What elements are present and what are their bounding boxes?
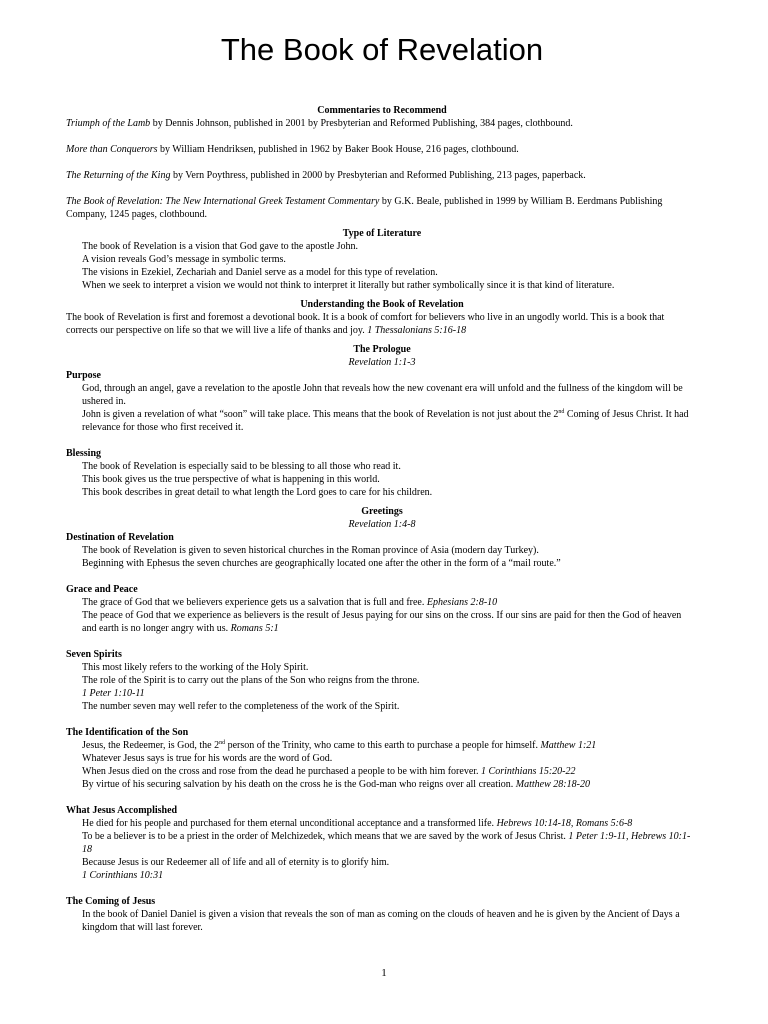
spirits-line: This most likely refers to the working of the Holy Spirit. — [82, 662, 309, 673]
spirits-line: The number seven may well refer to the completeness of the work of the Spirit. — [82, 701, 400, 712]
son-line: When Jesus died on the cross and rose from the dead he purchased a people to be with him forever. 1 Corinthians 15:20-22 — [82, 766, 576, 777]
blessing-line: This book gives us the true perspective of what is happening in this world. — [82, 474, 380, 485]
purpose-line: John is given a revelation of what “soon” will take place. This means that the book of Revelation is not just about the 2nd Coming of Jesus Christ. It had relevance for those who first received it. — [82, 409, 689, 433]
grace-line: The grace of God that we believers experience gets us a salvation that is full and free. Ephesians 2:8-10 — [82, 597, 498, 608]
commentary-item: More than Conquerors by William Hendriksen, published in 1962 by Baker Book House, 216 pages, clothbound. — [66, 144, 519, 155]
destination-line: The book of Revelation is given to seven historical churches in the Roman province of Asia (modern day Turkey). — [82, 545, 539, 556]
accomplished-ref: 1 Corinthians 10:31 — [82, 870, 164, 881]
understanding-text: The book of Revelation is first and foremost a devotional book. It is a book of comfort for believers who live in an ungodly world. This is a book that corrects our perspective on life so that we will live a life of thanks and joy. 1 Thessalonians 5:16-18 — [66, 312, 665, 336]
grace-heading: Grace and Peace — [66, 584, 138, 595]
purpose-heading: Purpose — [66, 370, 101, 381]
spirits-line: The role of the Spirit is to carry out the plans of the Son who reigns from the throne. — [82, 675, 420, 686]
literature-line: The book of Revelation is a vision that God gave to the apostle John. — [82, 241, 359, 252]
accomplished-line: Because Jesus is our Redeemer all of life and all of eternity is to glorify him. — [82, 857, 390, 868]
prologue-heading: The Prologue — [353, 344, 411, 355]
literature-heading: Type of Literature — [342, 228, 422, 239]
commentary-item: The Returning of the King by Vern Poythress, published in 2000 by Presbyterian and Reformed Publishing, 213 pages, paperback. — [66, 170, 586, 181]
commentary-item: Triumph of the Lamb by Dennis Johnson, published in 2001 by Presbyterian and Reformed Publishing, 384 pages, clothbound. — [66, 118, 573, 129]
greetings-ref: Revelation 1:4-8 — [348, 519, 416, 530]
commentary-item: The Book of Revelation: The New International Greek Testament Commentary by G.K. Beale, published in 1999 by William B. Eerdmans Publishing Company, 1245 pages, clothbound. — [66, 196, 663, 220]
accomplished-heading: What Jesus Accomplished — [66, 805, 178, 816]
document-title: The Book of Revelation — [220, 32, 544, 67]
literature-line: The visions in Ezekiel, Zechariah and Daniel serve as a model for this type of revelation. — [82, 267, 438, 278]
page-number: 1 — [381, 967, 387, 979]
son-line: By virtue of his securing salvation by his death on the cross he is the God-man who reigns over all creation. Matthew 28:18-20 — [82, 779, 590, 790]
accomplished-line: He died for his people and purchased for them eternal unconditional acceptance and a transformed life. Hebrews 10:14-18, Romans 5:6-8 — [82, 818, 633, 829]
commentaries-heading: Commentaries to Recommend — [317, 105, 447, 116]
coming-heading: The Coming of Jesus — [66, 896, 156, 907]
spirits-heading: Seven Spirits — [66, 649, 122, 660]
blessing-heading: Blessing — [66, 448, 102, 459]
son-line: Jesus, the Redeemer, is God, the 2nd person of the Trinity, who came to this earth to purchase a people for himself. Matthew 1:21 — [82, 740, 597, 751]
prologue-ref: Revelation 1:1-3 — [348, 357, 416, 368]
blessing-line: This book describes in great detail to what length the Lord goes to care for his children. — [82, 487, 433, 498]
destination-heading: Destination of Revelation — [66, 532, 174, 543]
coming-line: In the book of Daniel Daniel is given a vision that reveals the son of man as coming on the clouds of heaven and he is given by the Ancient of Days a kingdom that will last forever. — [82, 909, 680, 933]
accomplished-line: To be a believer is to be a priest in the order of Melchizedek, which means that we are saved by the work of Jesus Christ. 1 Peter 1:9-11, Hebrews 10:1-18 — [82, 831, 691, 855]
son-heading: The Identification of the Son — [66, 727, 189, 738]
literature-line: When we seek to interpret a vision we would not think to interpret it literally but rather symbolically since it is that kind of literature. — [82, 280, 615, 291]
blessing-line: The book of Revelation is especially said to be blessing to all those who read it. — [82, 461, 401, 472]
spirits-ref: 1 Peter 1:10-11 — [82, 688, 145, 699]
grace-line: The peace of God that we experience as believers is the result of Jesus paying for our sins on the cross. If our sins are paid for then the God of heaven and earth is no longer angry with us. Romans 5:1 — [82, 610, 682, 634]
greetings-heading: Greetings — [361, 506, 403, 517]
son-line: Whatever Jesus says is true for his words are the word of God. — [82, 753, 333, 764]
destination-line: Beginning with Ephesus the seven churches are geographically located one after the other in the form of a “mail route.” — [82, 558, 561, 569]
literature-line: A vision reveals God’s message in symbolic terms. — [82, 254, 286, 265]
document-body — [66, 104, 698, 934]
purpose-line: God, through an angel, gave a revelation to the apostle John that reveals how the new covenant era will unfold and the fullness of the kingdom will be ushered in. — [82, 383, 683, 407]
understanding-heading: Understanding the Book of Revelation — [300, 299, 464, 310]
